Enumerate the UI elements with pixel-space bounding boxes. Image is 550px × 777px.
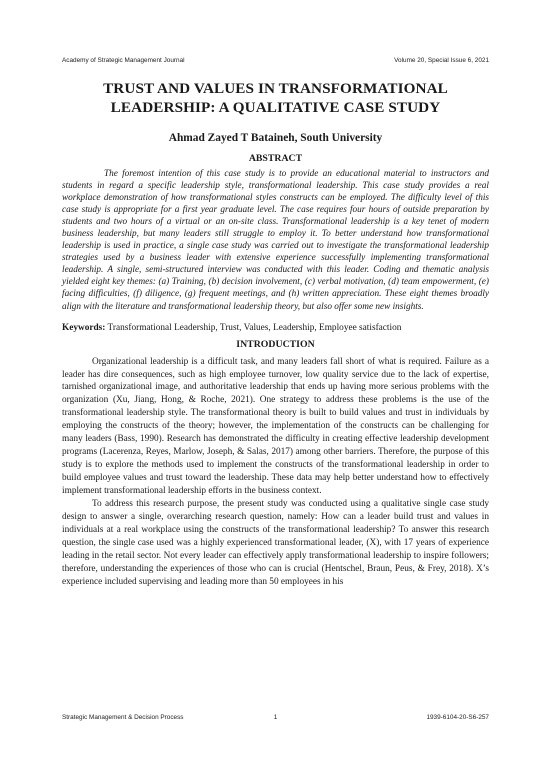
author-line: Ahmad Zayed T Bataineh, South University [168,132,383,144]
keywords-list: Transformational Leadership, Trust, Values, Leadership, Employee satisfaction [107,322,402,333]
running-header [62,57,489,64]
title-line-2: LEADERSHIP: A QUALITATIVE CASE STUDY [110,98,441,116]
introduction-heading: INTRODUCTION [236,338,315,350]
footer-journal-section: Strategic Management & Decision Process [62,714,184,721]
keywords-line [62,322,489,334]
abstract-text: The foremost intention of this case study is to provide an educational material to instructors and students in regard a specific leadership style, transformational leadership. This case study provides a real workplace demonstration of how transformational styles constructs can be employed. The difficulty level of this case study is appropriate for a first year graduate level. The case requires four hours of outside preparation by students and two hours of a virtual or an on-site class. Transformational leadership is a key tenet of modern business leadership, but many leaders still struggle to employ it. To better understand how transformational leadership is used in practice, a single case study was carried out to investigate the transformational leadership strategies used by a business leader with extensive experience successfully implementing transformational leadership. A single, semi-structured interview was conducted with this leader. Coding and thematic analysis yielded eight key themes: (a) Training, (b) decision involvement, (c) verbal motivation, (d) team empowerment, (e) facing difficulties, (f) diligence, (g) frequent meetings, and (h) written appreciation. These eight themes broadly align with the literature and transformational leadership theory, but also offer some new insights. [62,169,489,312]
abstract-heading: ABSTRACT [248,153,303,164]
keywords-label: Keywords: [62,322,106,333]
title-line-1: TRUST AND VALUES IN TRANSFORMATIONAL [103,80,448,97]
article-body [62,80,489,589]
journal-name: Academy of Strategic Management Journal [62,57,185,64]
footer-issn: 1939-6104-20-S6-257 [426,714,489,721]
paper-title [62,80,489,117]
page-number: 1 [273,714,278,721]
volume-issue: Volume 20, Special Issue 6, 2021 [394,57,489,64]
intro-paragraph-1: Organizational leadership is a difficult task, and many leaders fall short of what is required. Failure as a leader has dire consequences, such as high employee turnover, low quality service due to the lack of expertise, tarnished organizational image, and authoritative leadership that ends up having more serious problems with the organization (Xu, Jiang, Hong, & Roche, 2021). One strategy to address these problems is the use of the transformational leadership style. The transformational theory is built to build values and trust in individuals by employing the constructs of the theory; however, the implementation of the constructs can be challenging for many leaders (Bass, 1990). Research has demonstrated the difficulty in creating effective leadership development programs (Lacerenza, Reyes, Marlow, Joseph, & Salas, 2017) among other barriers. Therefore, the purpose of this study is to explore the methods used to implement the constructs of the transformational leadership in order to build employee values and trust toward the leadership. These data may help better understand how to effectively implement transformational leadership efforts in the business context. [62,356,489,497]
running-footer [62,714,489,721]
intro-paragraph-2: To address this research purpose, the present study was conducted using a qualitative single case study design to answer a single, overarching research question, namely: How can a leader build trust and values in individuals at a real workplace using the constructs of the transformational leadership? To answer this research question, the single case used was a highly experienced transformational leader, (X), with 17 years of experience leading in the retail sector. Not every leader can effectively apply transformational leadership to inspire followers; therefore, understanding the experiences of those who can is crucial (Hentschel, Braun, Peus, & Frey, 2018). X’s experience included supervising and leading more than 50 employees in his [62,499,489,587]
